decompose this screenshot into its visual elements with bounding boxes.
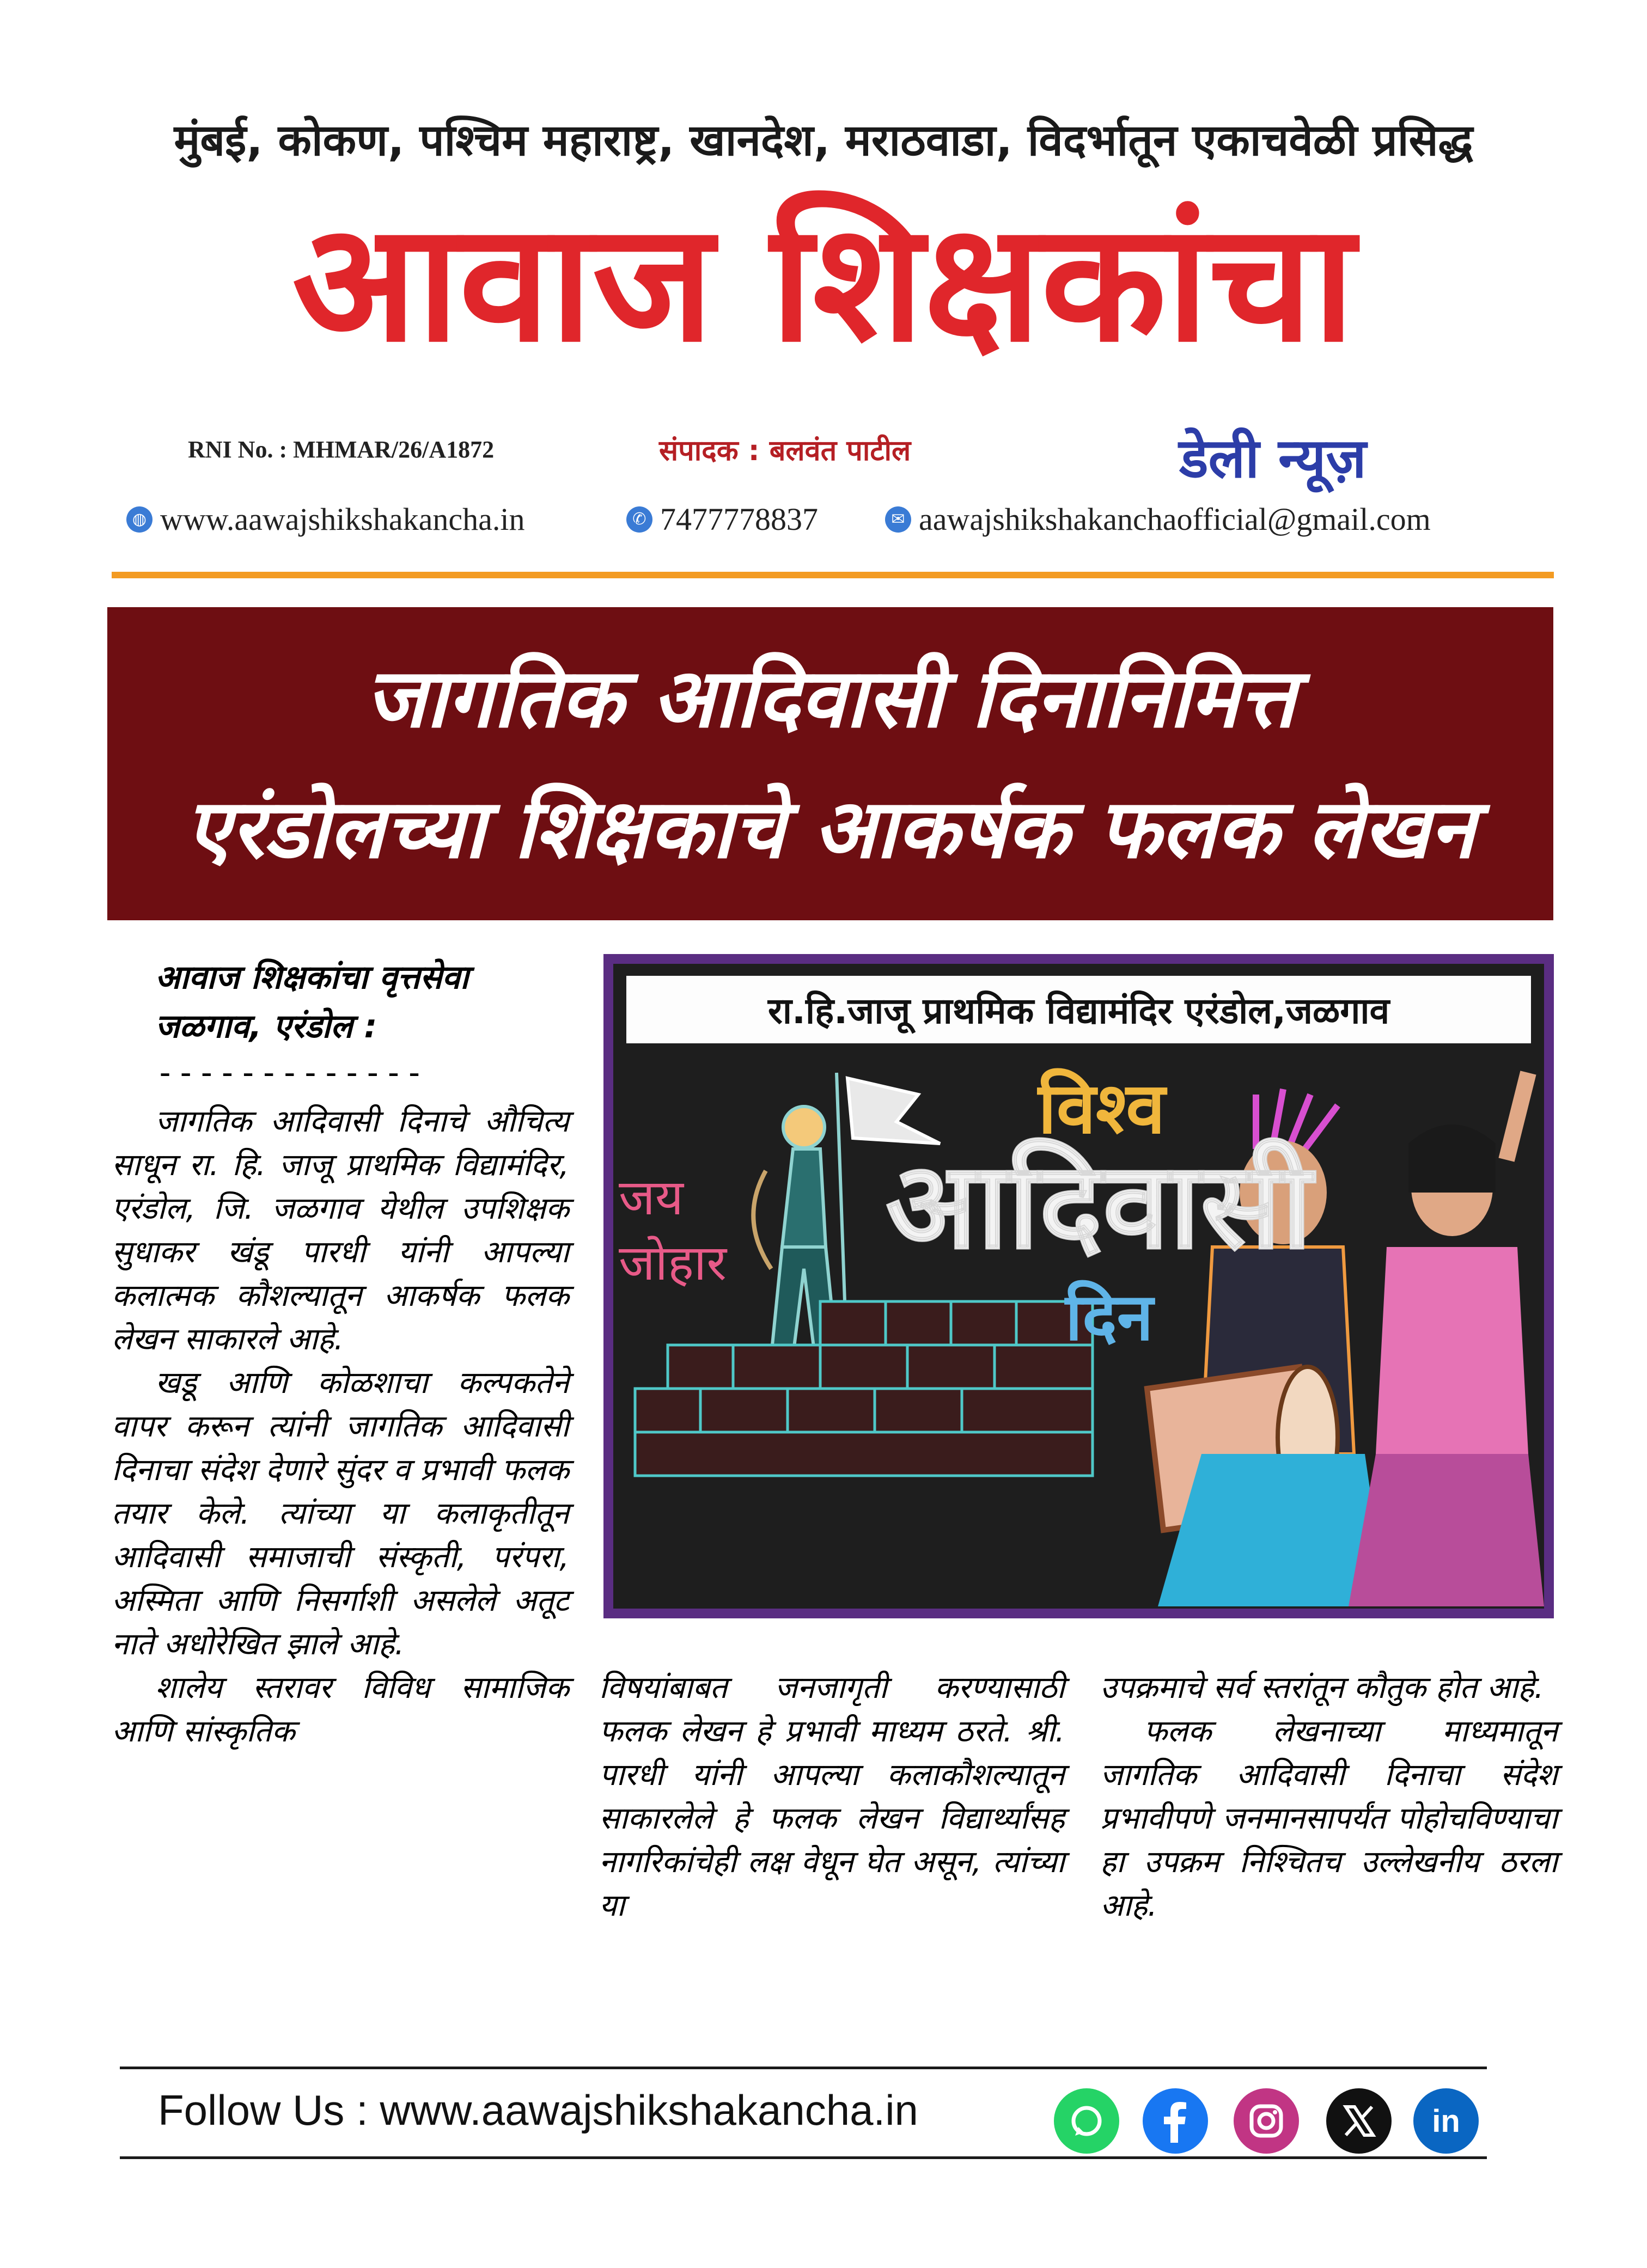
email-icon: ✉: [885, 506, 911, 533]
adivasi-text: आदिवासी: [886, 1136, 1313, 1275]
chalkboard: [613, 964, 1544, 1609]
email-contact[interactable]: [885, 501, 1431, 537]
rni-number: RNI No. : MHMAR/26/A1872: [188, 436, 495, 463]
website-contact[interactable]: [126, 501, 524, 537]
chalk-drawing: [613, 964, 1544, 1609]
jai-text: जय: [619, 1169, 684, 1226]
byline-separator: -------------: [155, 1054, 425, 1092]
din-text: दिन: [1065, 1280, 1154, 1355]
whatsapp-glyph: [1068, 2102, 1106, 2140]
globe-icon: ◍: [126, 506, 152, 533]
x-glyph: [1341, 2104, 1376, 2138]
school-banner: रा.हि.जाजू प्राथमिक विद्यामंदिर एरंडोल,जळगाव: [626, 976, 1531, 1043]
facebook-icon[interactable]: [1143, 2088, 1208, 2154]
instagram-glyph: [1247, 2102, 1285, 2140]
phone-icon: ✆: [626, 506, 652, 533]
article-column-2: [599, 1666, 1065, 1928]
phone-text: 7477778837: [660, 502, 818, 537]
byline: [155, 953, 468, 1051]
follow-us-link[interactable]: Follow Us : www.aawajshikshakancha.in: [158, 2086, 918, 2134]
headline-line-2: एरंडोलच्या शिक्षकाचे आकर्षक फलक लेखन: [185, 781, 1475, 877]
paragraph: जागतिक आदिवासी दिनाचे औचित्य साधून रा. हि. जाजू प्राथमिक विद्यामंदिर, एरंडोल, जि. जळगाव येथील उपशिक्षक सुधाकर खंडू पारधी यांनी आपल्या कलात्मक कौशल्यातून आकर्षक फलक लेखन साकारले आहे.: [112, 1104, 569, 1357]
footer-divider-top: [120, 2067, 1487, 2069]
chalkboard-photo: [603, 954, 1554, 1618]
footer-divider-bottom: [120, 2156, 1487, 2159]
paragraph: फलक लेखनाच्या माध्यमातून जागतिक आदिवासी दिनाचा संदेश प्रभावीपणे जनमानसापर्यंत पोहोचविण्याचा हा उपक्रम निश्चितच उल्लेखनीय ठरला आहे.: [1100, 1714, 1558, 1923]
linkedin-icon[interactable]: in: [1413, 2088, 1479, 2154]
johar-text: जोहार: [619, 1234, 727, 1292]
paragraph: उपक्रमाचे सर्व स्तरांतून कौतुक होत आहे.: [1100, 1670, 1544, 1705]
instagram-icon[interactable]: [1234, 2088, 1299, 2154]
paragraph: विषयांबाबत जनजागृती करण्यासाठी फलक लेखन हे प्रभावी माध्यम ठरते. श्री. पारधी यांनी आपल्या कलाकौशल्यातून साकारलेले हे फलक लेखन विद्यार्थ्यांसह नागरिकांचेही लक्ष वेधून घेत असून, त्यांच्या या: [599, 1670, 1065, 1923]
facebook-glyph: [1156, 2099, 1194, 2143]
headline-line-1: जागतिक आदिवासी दिनानिमित्त: [365, 651, 1296, 746]
x-icon[interactable]: [1326, 2088, 1392, 2154]
dancer-figure: [1349, 1073, 1544, 1606]
website-text: www.aawajshikshakancha.in: [160, 502, 525, 537]
paragraph: खडू आणि कोळशाचा कल्पकतेने वापर करून त्यांनी जागतिक आदिवासी दिनाचा संदेश देणारे सुंदर व प्रभावी फलक तयार केले. त्यांच्या या कलाकृतीतून आदिवासी समाजाची संस्कृती, परंपरा, अस्मिता आणि निसर्गाशी असलेले अतूट नाते अधोरेखित झाले आहे.: [112, 1365, 569, 1662]
paragraph: शालेय स्तरावर विविध सामाजिक आणि सांस्कृतिक: [112, 1670, 569, 1749]
header-divider: [112, 572, 1554, 578]
headline-banner: [107, 607, 1553, 920]
article-column-1: [112, 1100, 569, 1753]
email-text: aawajshikshakanchaofficial@gmail.com: [919, 502, 1431, 537]
tagline: मुंबई, कोकण, पश्चिम महाराष्ट्र, खानदेश, मराठवाडा, विदर्भातून एकाचवेळी प्रसिद्ध: [174, 115, 1473, 166]
brick-wall: [635, 1301, 1093, 1476]
byline-agency: आवाज शिक्षकांचा वृत्तसेवा: [155, 958, 469, 997]
article-column-3: [1100, 1666, 1558, 1928]
masthead-title: आवाज शिक्षकांचा: [292, 188, 1355, 378]
whatsapp-icon[interactable]: [1054, 2088, 1119, 2154]
editor-name: संपादक : बलवंत पाटील: [659, 435, 911, 467]
byline-location: जळगाव, एरंडोल :: [155, 1007, 377, 1046]
daily-news-label: डेली न्यूज़: [1179, 426, 1367, 490]
phone-contact[interactable]: [626, 501, 818, 537]
vishwa-text: विश्व: [1038, 1067, 1166, 1150]
